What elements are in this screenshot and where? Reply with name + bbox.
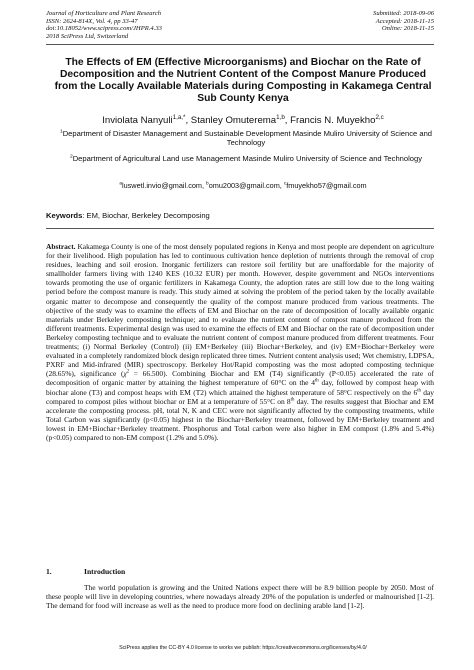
affiliation-text: Department of Disaster Management and Sustainable Development Masinde Muliro University of Science and Technology	[62, 129, 433, 148]
keywords-text: EM, Biochar, Berkeley Decomposing	[86, 211, 210, 220]
journal-info	[46, 10, 162, 40]
section-number: 1.	[46, 567, 52, 576]
online-date: Online: 2018-11-15	[381, 25, 434, 33]
ordinal-suffix: th	[314, 378, 319, 384]
email-link[interactable]: omu2003@gmail.com	[208, 181, 280, 190]
affiliation-2	[56, 154, 436, 163]
ordinal-suffix: th	[417, 388, 421, 394]
ordinal-suffix: th	[290, 397, 295, 403]
affiliation-1	[56, 129, 436, 148]
abstract: Abstract. Kakamega County is one of the most densely populated regions in Kenya and most people are dependent on agriculture for their livelihood. High population has led to continuous cultivation hence depletion of nutrients through the removal of crop residues, leaching and soil erosion. Inorganic fertilizers can restore soil fertility but are unaffordable for the majority of smallholder farmers living with 1240 KES (10.32 EUR) per month. However, despite government and NGOs interventions towards promoting the use of organic fertilizers in Kakamega County, the adoption rates are still low due to the long waiting period before the compost manure is ready. This study aimed at solving the problem of the period taken by the locally available organic matter to decompose and consequently the quality of the compost manure produced from various treatments. The objective of the study was to examine the effects of EM and Biochar on the rate of decomposition of locally available organic materials under Berkeley composting technique; and to evaluate the nutrient content of compost manure produced from the different treatments. Experimental design was used to examine the effects of EM and Biochar on the rate of decomposition under Berkeley composting technique and to evaluate the nutrient content of compost manure produced from different treatments. Four treatments; (i) Normal Berkeley (Control) (ii) EM+Berkeley (iii) Biochar+Berkeley, and (iv) EM+Biochar+Berkeley were evaluated in a completely randomized block design replicated three times. Nutrient content analysis used; Wet chemistry, LDPSA, PXRF and Mid-infrared (MIR) spectroscopy. Berkeley Hot/Rapid composting was the most adopted composting technique (28.65%), significance $(\chi^2 = 66.500)$. Combining Biochar and EM (T4) significantly (P<0.05) accelerated the rate of decomposition of organic matter by attaining the highest temperature of 60°C on the 4th day, followed by compost heap with biochar alone (T3) and compost heaps with EM (T2) which attained the highest temperature of 58°C respectively on the 6th day compared to compost piles without biochar or EM at a temperature of 55°C on 8th day. The results suggest that Biochar and EM accelerate the composting process. pH, total N, K and CEC were not significantly affected by the composting treatments, while Total Carbon was significantly (p<0.05) highest in the Biochar+Berkeley treatment, followed by EM+Berkeley treatment and lowest in EM+Biochar+Berkeley treatment. Phosphorus and Total carbon were also higher in EM compost (1.8% and 5.4%) (p<0.05) compared to non-EM compost (1.2% and 5.0%).	[46, 242, 434, 442]
email-list: $^a$luswetl.invio@gmail.com, $^b$omu2003@gmail.com, $^c$fmuyekho57@gmail.com	[119, 181, 367, 190]
paper-title: The Effects of EM (Effective Microorganisms) and Biochar on the Rate of Decomposition and the Nutrient Content of the Compost Manure Produced from the Locally Available Materials during Composting in Kakamega Central Sub County Kenya	[54, 57, 432, 105]
section-heading	[46, 567, 125, 576]
journal-name: Journal of Horticulture and Plant Research	[46, 10, 162, 17]
email-sup: a	[119, 181, 122, 187]
author-sup: 1,a,*	[172, 113, 186, 121]
submitted-date: Submitted: 2018-09-06	[373, 10, 434, 17]
email-sup: c	[283, 181, 287, 187]
section-title: Introduction	[84, 567, 126, 576]
journal-doi: doi:10.18052/www.scipress.com/JHPR.4.33	[46, 25, 162, 33]
abstract-text: day. The results suggest that Biochar and EM accelerate the composting process. pH, total N, K and CEC were not significantly affected by the composting treatments, while Total Carbon was significantly (p<0.05) highest in the Biochar+Berkeley treatment, followed by EM+Berkeley treatment and lowest in EM+Biochar+Berkeley treatment. Phosphorus and Total carbon were also higher in EM compost (1.8% and 5.4%) (p<0.05) compared to non-EM compost (1.2% and 5.0%).	[46, 396, 434, 442]
email-link[interactable]: fmuyekho57@gmail.com	[286, 181, 367, 190]
email-link[interactable]: luswetl.invio@gmail.com	[121, 181, 202, 190]
author-list: Inviolata Nanyuli$^{1,a,*}$, Stanley Omuterema$^{1,b}$, Francis N. Muyekho$^{2,c}$	[102, 113, 384, 126]
abstract-label: Abstract.	[46, 242, 76, 251]
submission-dates	[373, 10, 434, 33]
affiliation-sup: 2	[69, 154, 73, 160]
author-name: Stanley Omuterema	[190, 115, 277, 126]
keywords: Keywords: EM, Biochar, Berkeley Decomposing	[46, 211, 210, 220]
abstract-text: = 66.500). Combining Biochar and EM (T4) significantly (P<0.05) accelerated the rate of decomposition of organic matter by attaining the highest temperature of 60°C on the 4	[46, 369, 434, 388]
license-footer: SciPress applies the CC-BY 4.0 license to works we publish: https://creativecommons.org/licenses/by/4.0/	[119, 645, 367, 651]
author-name: Francis N. Muyekho	[290, 115, 376, 126]
journal-issn: ISSN: 2624-814X, Vol. 4, pp 33-47	[46, 17, 138, 25]
accepted-date: Accepted: 2018-11-15	[375, 17, 434, 25]
author-sup: 2,c	[375, 113, 384, 121]
journal-copyright: 2018 SciPress Ltd, Switzerland	[46, 32, 129, 40]
header-rule	[46, 44, 434, 45]
abstract-text: day compared to compost piles without biochar or EM at a temperature of 55°C on 8	[46, 387, 434, 406]
author-name: Inviolata Nanyuli	[102, 115, 173, 126]
affiliation-sup: 1	[59, 129, 63, 135]
keywords-rule	[46, 228, 434, 229]
abstract-text: day, followed by compost heap with biochar alone (T3) and compost heaps with EM (T2) which attained the highest temperature of 58°C respectively on the 6	[46, 378, 434, 397]
chi-symbol: χ	[123, 369, 127, 379]
email-sup: b	[206, 181, 209, 187]
author-sup: 1,b	[276, 113, 285, 121]
affiliation-text: Department of Agricultural Land use Management Masinde Muliro University of Science and Technology	[72, 154, 423, 163]
keywords-label: Keywords	[46, 211, 83, 220]
intro-paragraph: The world population is growing and the United Nations expect there will be 8.9 billion people by 2050. Most of these people will live in developing countries, where nowadays already 20% of the population is underfed or malnourished [1-2]. The demand for food will increase as well as the need to produce more food on declining arable land [1-2].	[46, 583, 434, 611]
abstract-text: Kakamega County is one of the most densely populated regions in Kenya and most people are dependent on agriculture for their livelihood. High population has led to continuous cultivation hence depletion of nutrients through the removal of crop residues, leaching and soil erosion. Inorganic fertilizers can restore soil fertility but are unaffordable for the majority of smallholder farmers living with 1240 KES (10.32 EUR) per month. However, despite government and NGOs interventions towards promoting the use of organic fertilizers in Kakamega County, the adoption rates are still low due to the long waiting period before the compost manure is ready. This study aimed at solving the problem of the period taken by the locally available organic matter to decompose and consequently the quality of the compost manure produced from various treatments. The objective of the study was to examine the effects of EM and Biochar on the rate of decomposition of locally available organic materials under Berkeley composting technique; and to evaluate the nutrient content of compost manure produced from the different treatments. Experimental design was used to examine the effects of EM and Biochar on the rate of decomposition under Berkeley composting technique and to evaluate the nutrient content of compost manure produced from different treatments. Four treatments; (i) Normal Berkeley (Control) (ii) EM+Berkeley (iii) Biochar+Berkeley, and (iv) EM+Biochar+Berkeley were evaluated in a completely randomized block design replicated three times. Nutrient content analysis used; Wet chemistry, LDPSA, PXRF and Mid-infrared (MIR) spectroscopy. Berkeley Hot/Rapid composting was the most adopted composting technique (28.65%), significance (	[46, 242, 434, 379]
